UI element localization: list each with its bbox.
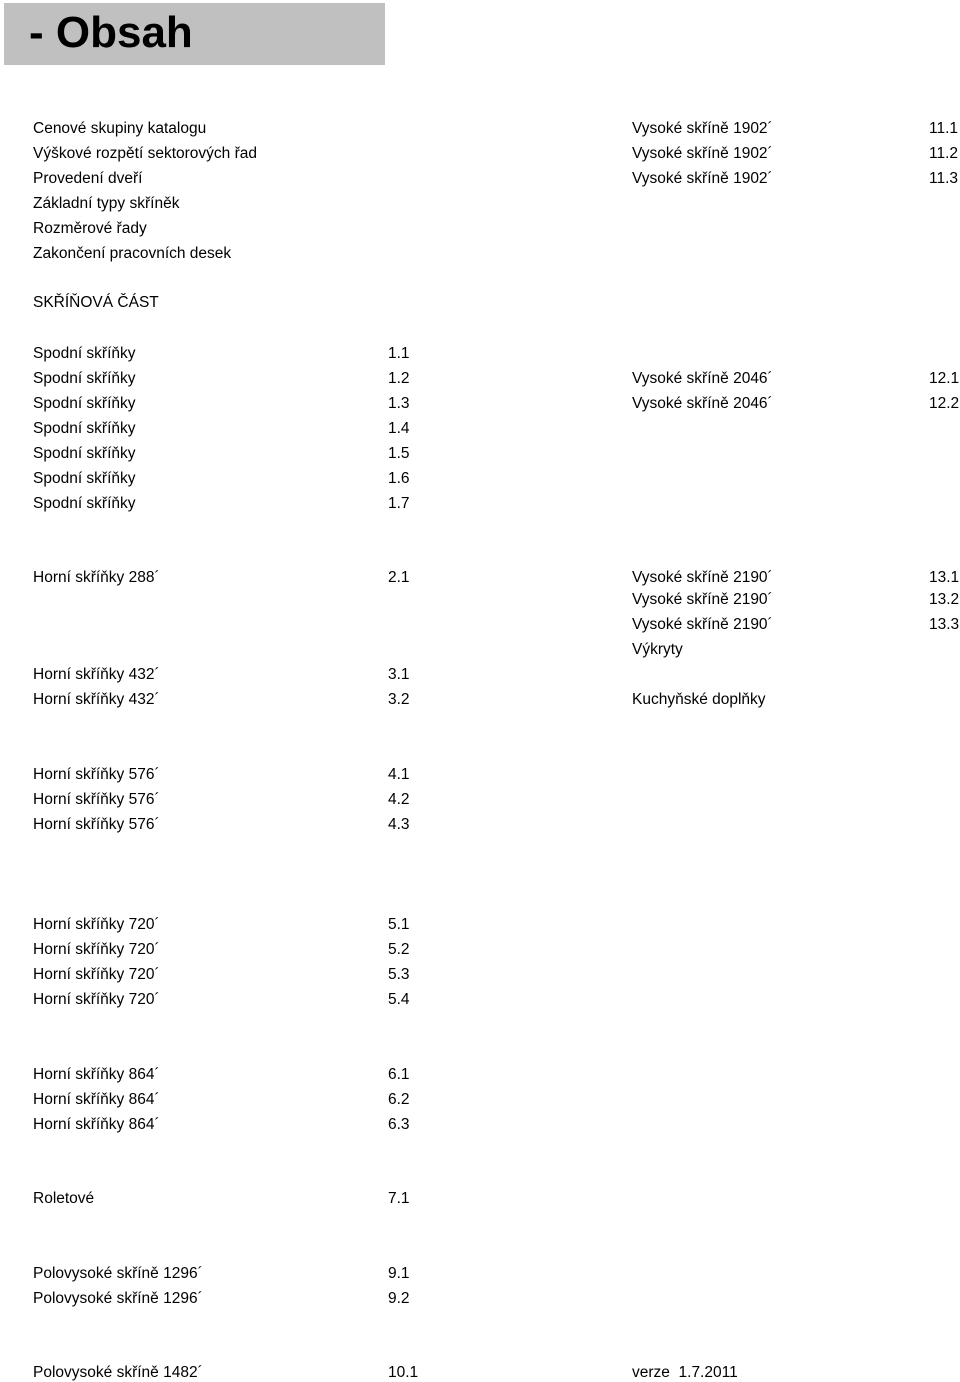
toc-entry-number: 3.1 [388,666,410,683]
toc-entry-label: Spodní skříňky [33,395,136,412]
toc-entry-label: Vysoké skříně 1902´ [632,120,773,137]
toc-intro-item: Cenové skupiny katalogu [33,120,207,137]
title-banner [4,3,385,65]
toc-entry-label: Horní skříňky 288´ [33,569,160,586]
toc-entry-label: Spodní skříňky [33,370,136,387]
toc-intro-item: Základní typy skříněk [33,195,180,212]
toc-intro-item: Rozměrové řady [33,220,147,237]
toc-entry-label: Horní skříňky 576´ [33,766,160,783]
toc-entry-label: Horní skříňky 576´ [33,791,160,808]
toc-entry-label: Roletové [33,1190,95,1207]
toc-entry-label: Polovysoké skříně 1296´ [33,1265,203,1282]
toc-entry-label: Výkryty [632,641,683,658]
toc-entry-label: Spodní skříňky [33,495,136,512]
toc-entry-label: Vysoké skříně 1902´ [632,145,773,162]
toc-entry-label: Vysoké skříně 2190´ [632,591,773,608]
toc-entry-number: 6.3 [388,1116,410,1133]
toc-entry-number: 9.1 [388,1265,410,1282]
toc-entry-number: 3.2 [388,691,410,708]
toc-entry-label: Horní skříňky 720´ [33,916,160,933]
toc-entry-number: 12.1 [929,370,960,387]
toc-entry-number: 5.1 [388,916,410,933]
toc-entry-label: Horní skříňky 720´ [33,941,160,958]
toc-entry-number: 1.2 [388,370,410,387]
toc-entry-number: 1.4 [388,420,410,437]
toc-entry-label: Spodní skříňky [33,420,136,437]
toc-entry-label: Horní skříňky 432´ [33,691,160,708]
toc-entry-label: Polovysoké skříně 1482´ [33,1364,203,1381]
toc-entry-number: 1.5 [388,445,410,462]
toc-entry-number: 6.1 [388,1066,410,1083]
toc-entry-number: 5.4 [388,991,410,1008]
toc-entry-number: 12.2 [929,395,960,412]
toc-entry-label: Spodní skříňky [33,445,136,462]
toc-entry-number: 4.2 [388,791,410,808]
toc-entry-number: 11.1 [929,120,959,137]
toc-entry-number: 6.2 [388,1091,410,1108]
toc-entry-number: 1.7 [388,495,410,512]
toc-entry-number: 5.2 [388,941,410,958]
section-heading: SKŘÍŇOVÁ ČÁST [33,294,159,311]
toc-entry-number: 1.6 [388,470,410,487]
toc-entry-number: 7.1 [388,1190,410,1207]
toc-entry-label: Horní skříňky 864´ [33,1066,160,1083]
toc-entry-label: Vysoké skříně 2190´ [632,569,773,586]
toc-entry-label: Vysoké skříně 2046´ [632,395,773,412]
toc-entry-number: 9.2 [388,1290,410,1307]
toc-entry-label: Horní skříňky 576´ [33,816,160,833]
toc-intro-item: Provedení dveří [33,170,143,187]
toc-entry-number: 10.1 [388,1364,419,1381]
toc-entry-number: 13.3 [929,616,960,633]
toc-entry-label: Vysoké skříně 1902´ [632,170,773,187]
toc-entry-number: 11.2 [929,145,959,162]
toc-entry-number: 1.1 [388,345,410,362]
toc-entry-number: 13.1 [929,569,960,586]
toc-entry-label: Spodní skříňky [33,470,136,487]
version-label: verze 1.7.2011 [632,1364,738,1381]
toc-entry-label: Horní skříňky 720´ [33,966,160,983]
toc-intro-item: Výškové rozpětí sektorových řad [33,145,257,162]
toc-entry-number: 11.3 [929,170,959,187]
toc-entry-number: 1.3 [388,395,410,412]
toc-entry-label: Horní skříňky 864´ [33,1091,160,1108]
toc-entry-label: Horní skříňky 864´ [33,1116,160,1133]
toc-intro-item: Zakončení pracovních desek [33,245,232,262]
toc-entry-number: 13.2 [929,591,960,608]
toc-entry-number: 4.1 [388,766,410,783]
page-title: - Obsah [29,8,193,57]
toc-entry-label: Horní skříňky 720´ [33,991,160,1008]
toc-entry-number: 4.3 [388,816,410,833]
toc-entry-label: Kuchyňské doplňky [632,691,766,708]
toc-entry-label: Horní skříňky 432´ [33,666,160,683]
toc-entry-label: Vysoké skříně 2190´ [632,616,773,633]
toc-entry-number: 5.3 [388,966,410,983]
toc-entry-number: 2.1 [388,569,410,586]
toc-entry-label: Vysoké skříně 2046´ [632,370,773,387]
toc-entry-label: Spodní skříňky [33,345,136,362]
toc-entry-label: Polovysoké skříně 1296´ [33,1290,203,1307]
